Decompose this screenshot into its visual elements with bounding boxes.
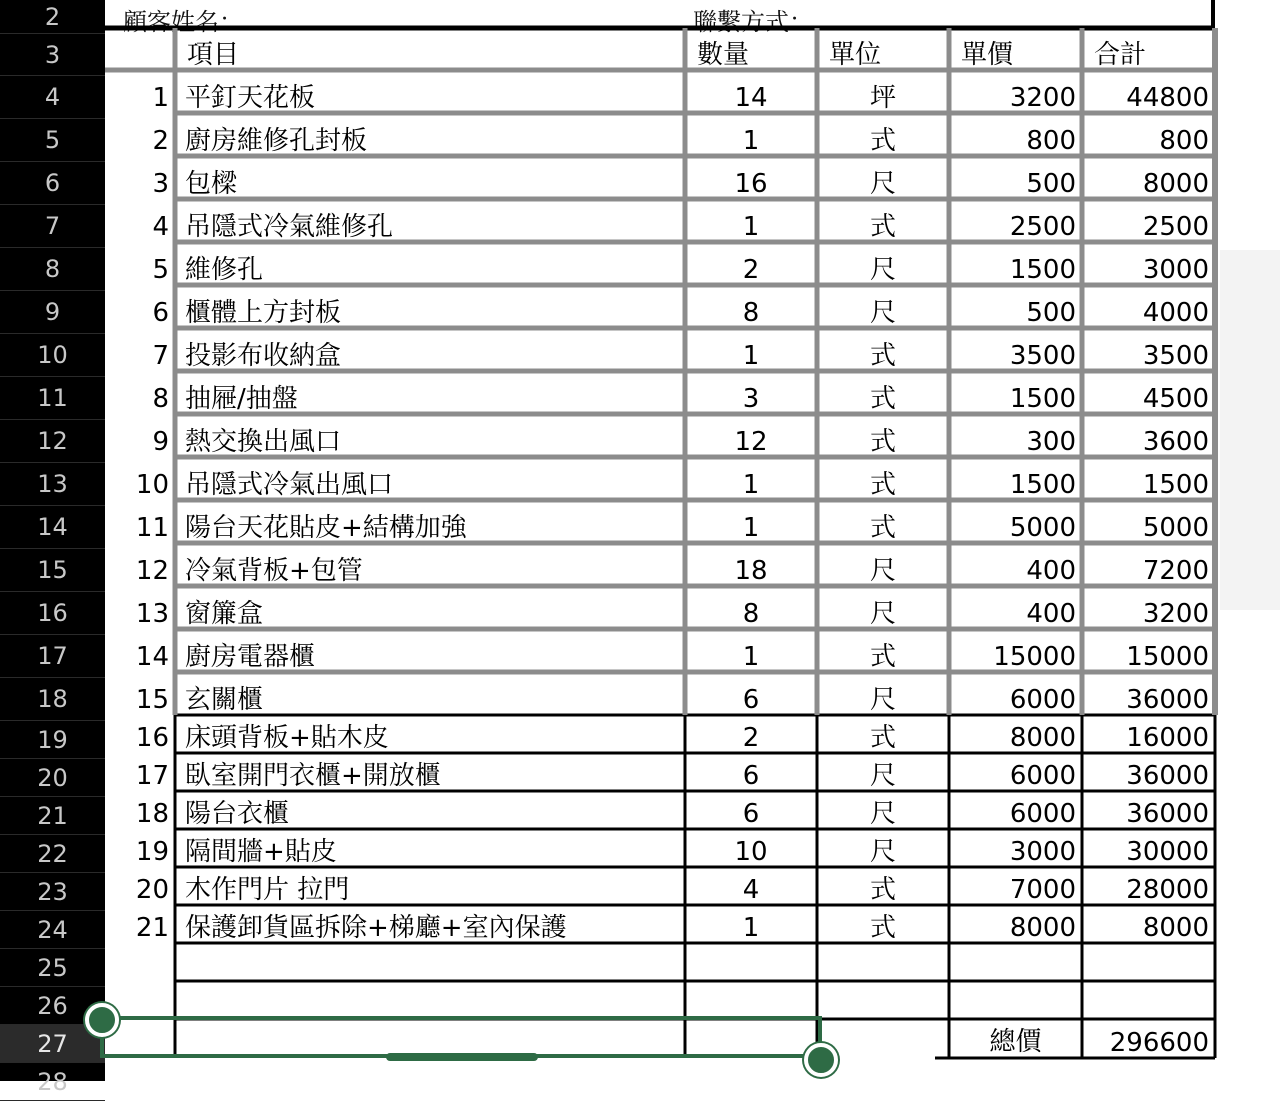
- row-number-cell[interactable]: 16: [135, 723, 169, 753]
- row-number[interactable]: 8: [0, 248, 105, 291]
- price-cell[interactable]: 6000: [1009, 685, 1076, 715]
- total-cell[interactable]: 30000: [1126, 837, 1209, 867]
- qty-cell[interactable]: 4: [742, 875, 760, 905]
- total-cell[interactable]: 4000: [1142, 298, 1209, 328]
- total-cell[interactable]: 3500: [1142, 341, 1209, 371]
- price-cell[interactable]: 2500: [1009, 212, 1076, 242]
- table-row: [105, 672, 1215, 715]
- unit-cell[interactable]: 式: [869, 341, 896, 371]
- item-cell[interactable]: 維修孔: [185, 255, 264, 285]
- col-header-number: [105, 28, 175, 70]
- unit-cell[interactable]: 尺: [869, 599, 896, 629]
- row-number-cell[interactable]: 5: [152, 255, 169, 285]
- unit-cell[interactable]: 尺: [869, 556, 896, 586]
- price-cell[interactable]: 8000: [1009, 723, 1076, 753]
- row-number-cell[interactable]: 2: [152, 126, 169, 156]
- item-cell[interactable]: 抽屜/抽盤: [185, 384, 298, 414]
- table-row: [105, 156, 1215, 199]
- item-cell[interactable]: 平釘天花板: [185, 83, 316, 113]
- qty-cell[interactable]: 1: [742, 642, 760, 672]
- qty-cell[interactable]: 6: [742, 799, 760, 829]
- qty-cell[interactable]: 6: [742, 685, 760, 715]
- row-number[interactable]: 11: [0, 377, 105, 420]
- row-number[interactable]: 4: [0, 76, 105, 119]
- qty-cell[interactable]: 1: [742, 126, 760, 156]
- row-number[interactable]: 22: [0, 835, 105, 873]
- row-number-cell[interactable]: 8: [152, 384, 169, 414]
- unit-cell[interactable]: 尺: [869, 169, 896, 199]
- item-cell[interactable]: [175, 943, 685, 981]
- row-number[interactable]: 14: [0, 506, 105, 549]
- row-number-cell[interactable]: [105, 943, 175, 981]
- row-number-cell[interactable]: 13: [135, 599, 169, 629]
- row-number[interactable]: 13: [0, 463, 105, 506]
- price-cell[interactable]: 3200: [1009, 83, 1076, 113]
- unit-cell[interactable]: 式: [869, 212, 896, 242]
- total-cell[interactable]: 7200: [1142, 556, 1209, 586]
- row-number[interactable]: 24: [0, 911, 105, 949]
- item-cell[interactable]: 陽台衣櫃: [185, 799, 290, 829]
- item-cell[interactable]: 隔間牆+貼皮: [185, 837, 337, 867]
- total-cell[interactable]: 15000: [1126, 642, 1209, 672]
- item-cell[interactable]: 熱交換出風口: [185, 427, 342, 457]
- row-number[interactable]: 27: [0, 1025, 105, 1063]
- item-cell[interactable]: 包樑: [185, 169, 238, 199]
- row-number[interactable]: 18: [0, 678, 105, 721]
- row-number-cell[interactable]: 11: [135, 513, 169, 543]
- table-row: [105, 500, 1215, 543]
- row-number[interactable]: 21: [0, 797, 105, 835]
- qty-cell[interactable]: 6: [742, 761, 760, 791]
- table-row: [105, 113, 1215, 156]
- price-cell[interactable]: 7000: [1009, 875, 1076, 905]
- row-number[interactable]: 25: [0, 949, 105, 987]
- table-row: [105, 586, 1215, 629]
- qty-cell[interactable]: 2: [742, 723, 760, 753]
- row-number-cell[interactable]: 10: [135, 470, 169, 500]
- unit-cell[interactable]: 尺: [869, 298, 896, 328]
- table-row: [105, 457, 1215, 500]
- row-number-gutter: [0, 0, 105, 1096]
- spreadsheet-area[interactable]: [105, 0, 1280, 1081]
- item-cell[interactable]: 投影布收納盒: [185, 341, 342, 371]
- row-number[interactable]: 16: [0, 592, 105, 635]
- unit-cell[interactable]: 尺: [869, 255, 896, 285]
- row-number-cell[interactable]: 20: [135, 875, 169, 905]
- row-number-cell[interactable]: 7: [152, 341, 169, 371]
- table-row: [105, 285, 1215, 328]
- unit-cell[interactable]: 式: [869, 427, 896, 457]
- selection-drag-bar[interactable]: [386, 1053, 538, 1061]
- row-number-cell[interactable]: 6: [152, 298, 169, 328]
- table-row: [105, 753, 1215, 791]
- unit-cell[interactable]: 尺: [869, 799, 896, 829]
- table-row: [105, 905, 1215, 943]
- item-cell[interactable]: 廚房維修孔封板: [185, 126, 368, 156]
- total-cell[interactable]: 4500: [1142, 384, 1209, 414]
- price-cell[interactable]: 800: [1026, 126, 1076, 156]
- qty-cell[interactable]: 14: [734, 83, 768, 113]
- qty-cell[interactable]: 10: [734, 837, 768, 867]
- total-cell[interactable]: 36000: [1126, 761, 1209, 791]
- price-cell[interactable]: 400: [1026, 599, 1076, 629]
- item-cell[interactable]: 廚房電器櫃: [185, 642, 316, 672]
- table-row: [105, 715, 1215, 753]
- row-number-cell[interactable]: 17: [135, 761, 169, 791]
- side-shade: [1220, 250, 1280, 610]
- qty-cell[interactable]: 12: [734, 427, 768, 457]
- total-cell[interactable]: 28000: [1126, 875, 1209, 905]
- qty-cell[interactable]: 18: [734, 556, 768, 586]
- qty-cell[interactable]: 1: [742, 913, 760, 943]
- item-cell[interactable]: 保護卸貨區拆除+梯廳+室內保護: [185, 913, 567, 943]
- col-header-item[interactable]: 項目: [187, 40, 240, 70]
- price-cell[interactable]: 6000: [1009, 799, 1076, 829]
- item-cell[interactable]: 陽台天花貼皮+結構加強: [185, 513, 467, 543]
- row-number[interactable]: 26: [0, 987, 105, 1025]
- row-number-cell[interactable]: 12: [135, 556, 169, 586]
- unit-cell[interactable]: 式: [869, 513, 896, 543]
- qty-cell[interactable]: 3: [742, 384, 760, 414]
- unit-cell[interactable]: [817, 943, 949, 981]
- unit-cell[interactable]: 式: [869, 913, 896, 943]
- price-cell[interactable]: 400: [1026, 556, 1076, 586]
- total-cell[interactable]: 1500: [1142, 470, 1209, 500]
- unit-cell[interactable]: 尺: [869, 837, 896, 867]
- unit-cell[interactable]: 坪: [869, 83, 896, 113]
- item-cell[interactable]: 冷氣背板+包管: [185, 556, 363, 586]
- row-number-cell[interactable]: 9: [152, 427, 169, 457]
- total-cell[interactable]: 800: [1159, 126, 1209, 156]
- total-cell[interactable]: 36000: [1126, 685, 1209, 715]
- item-cell[interactable]: 床頭背板+貼木皮: [185, 723, 389, 753]
- price-cell[interactable]: 500: [1026, 298, 1076, 328]
- table-row: [105, 943, 1215, 981]
- row-number[interactable]: 7: [0, 205, 105, 248]
- total-cell[interactable]: 44800: [1126, 83, 1209, 113]
- row-number[interactable]: 23: [0, 873, 105, 911]
- row-number-cell[interactable]: 21: [135, 913, 169, 943]
- price-cell[interactable]: 3500: [1009, 341, 1076, 371]
- total-cell[interactable]: 5000: [1142, 513, 1209, 543]
- row-number-cell[interactable]: 18: [135, 799, 169, 829]
- item-cell[interactable]: 窗簾盒: [185, 599, 264, 629]
- unit-cell[interactable]: 式: [869, 723, 896, 753]
- unit-cell[interactable]: 式: [869, 470, 896, 500]
- row-number[interactable]: 5: [0, 119, 105, 162]
- price-cell[interactable]: 15000: [993, 642, 1076, 672]
- row-number-cell[interactable]: 3: [152, 169, 169, 199]
- item-cell[interactable]: 玄關櫃: [185, 685, 264, 715]
- col-header-price[interactable]: 單價: [961, 40, 1014, 70]
- selection-handle-end[interactable]: [804, 1043, 838, 1077]
- column-header-row: [105, 28, 1215, 70]
- total-cell[interactable]: 16000: [1126, 723, 1209, 753]
- customer-name-label: 顧客姓名：: [123, 8, 243, 36]
- table-row: [105, 414, 1215, 457]
- row-number[interactable]: 6: [0, 162, 105, 205]
- qty-cell[interactable]: 1: [742, 341, 760, 371]
- price-cell[interactable]: 500: [1026, 169, 1076, 199]
- qty-cell[interactable]: [685, 943, 817, 981]
- col-header-total[interactable]: 合計: [1094, 40, 1147, 70]
- item-cell[interactable]: 吊隱式冷氣出風口: [185, 470, 394, 500]
- price-cell[interactable]: 1500: [1009, 384, 1076, 414]
- item-cell[interactable]: 櫃體上方封板: [185, 298, 342, 328]
- qty-cell[interactable]: 1: [742, 513, 760, 543]
- total-cell[interactable]: 3600: [1142, 427, 1209, 457]
- contact-label: 聯繫方式：: [693, 8, 813, 36]
- price-cell[interactable]: 8000: [1009, 913, 1076, 943]
- qty-cell[interactable]: 1: [742, 470, 760, 500]
- table-row: [105, 70, 1215, 113]
- table-row: [105, 791, 1215, 829]
- price-cell[interactable]: 6000: [1009, 761, 1076, 791]
- row-number-cell[interactable]: 15: [135, 685, 169, 715]
- price-cell[interactable]: 5000: [1009, 513, 1076, 543]
- total-cell[interactable]: 2500: [1142, 212, 1209, 242]
- row-number-cell[interactable]: 14: [135, 642, 169, 672]
- row-number[interactable]: 2: [0, 0, 105, 34]
- unit-cell[interactable]: 尺: [869, 685, 896, 715]
- table-row: [105, 867, 1215, 905]
- col-header-unit[interactable]: 單位: [829, 40, 882, 70]
- row-number[interactable]: 3: [0, 34, 105, 76]
- qty-cell[interactable]: 8: [742, 599, 760, 629]
- qty-cell[interactable]: [685, 981, 817, 1019]
- total-cell[interactable]: [1082, 943, 1215, 981]
- row-number-cell[interactable]: 4: [152, 212, 169, 242]
- table-row: [105, 981, 1215, 1019]
- table-row: [105, 543, 1215, 586]
- total-cell[interactable]: 3200: [1142, 599, 1209, 629]
- qty-cell[interactable]: 16: [734, 169, 768, 199]
- row-number[interactable]: 15: [0, 549, 105, 592]
- qty-cell[interactable]: 1: [742, 212, 760, 242]
- price-cell[interactable]: 300: [1026, 427, 1076, 457]
- row-number-cell[interactable]: 19: [135, 837, 169, 867]
- row-number[interactable]: 17: [0, 635, 105, 678]
- total-value[interactable]: 296600: [1109, 1028, 1209, 1058]
- table-row: [105, 199, 1215, 242]
- total-cell[interactable]: 36000: [1126, 799, 1209, 829]
- row-number[interactable]: 12: [0, 420, 105, 463]
- row-number[interactable]: 20: [0, 759, 105, 797]
- unit-cell[interactable]: 式: [869, 642, 896, 672]
- total-cell[interactable]: 8000: [1142, 169, 1209, 199]
- row-number[interactable]: 19: [0, 721, 105, 759]
- price-cell[interactable]: 1500: [1009, 470, 1076, 500]
- row-number-cell[interactable]: 1: [152, 83, 169, 113]
- table-row: [105, 829, 1215, 867]
- table-row: [105, 629, 1215, 672]
- qty-cell[interactable]: 8: [742, 298, 760, 328]
- unit-cell[interactable]: 式: [869, 126, 896, 156]
- row-number[interactable]: 28: [0, 1063, 105, 1101]
- unit-cell[interactable]: [817, 981, 949, 1019]
- price-cell[interactable]: 1500: [1009, 255, 1076, 285]
- price-cell[interactable]: [949, 943, 1082, 981]
- table-row: [105, 328, 1215, 371]
- item-cell[interactable]: 木作門片 拉門: [185, 875, 350, 905]
- selection-handle-start[interactable]: [85, 1003, 119, 1037]
- unit-cell[interactable]: 式: [869, 875, 896, 905]
- total-cell[interactable]: [1082, 981, 1215, 1019]
- unit-cell[interactable]: 尺: [869, 761, 896, 791]
- total-cell[interactable]: 3000: [1142, 255, 1209, 285]
- item-cell[interactable]: [175, 981, 685, 1019]
- item-cell[interactable]: 吊隱式冷氣維修孔: [185, 212, 394, 242]
- row-number[interactable]: 9: [0, 291, 105, 334]
- total-cell[interactable]: 8000: [1142, 913, 1209, 943]
- table-row: [105, 371, 1215, 414]
- price-cell[interactable]: 3000: [1009, 837, 1076, 867]
- cell-selection-range[interactable]: [100, 1016, 822, 1058]
- col-header-qty[interactable]: 數量: [697, 40, 750, 70]
- qty-cell[interactable]: 2: [742, 255, 760, 285]
- row-number[interactable]: 10: [0, 334, 105, 377]
- price-cell[interactable]: [949, 981, 1082, 1019]
- unit-cell[interactable]: 式: [869, 384, 896, 414]
- table-row: [105, 242, 1215, 285]
- item-cell[interactable]: 臥室開門衣櫃+開放櫃: [185, 761, 441, 791]
- total-label[interactable]: 總價: [989, 1027, 1042, 1057]
